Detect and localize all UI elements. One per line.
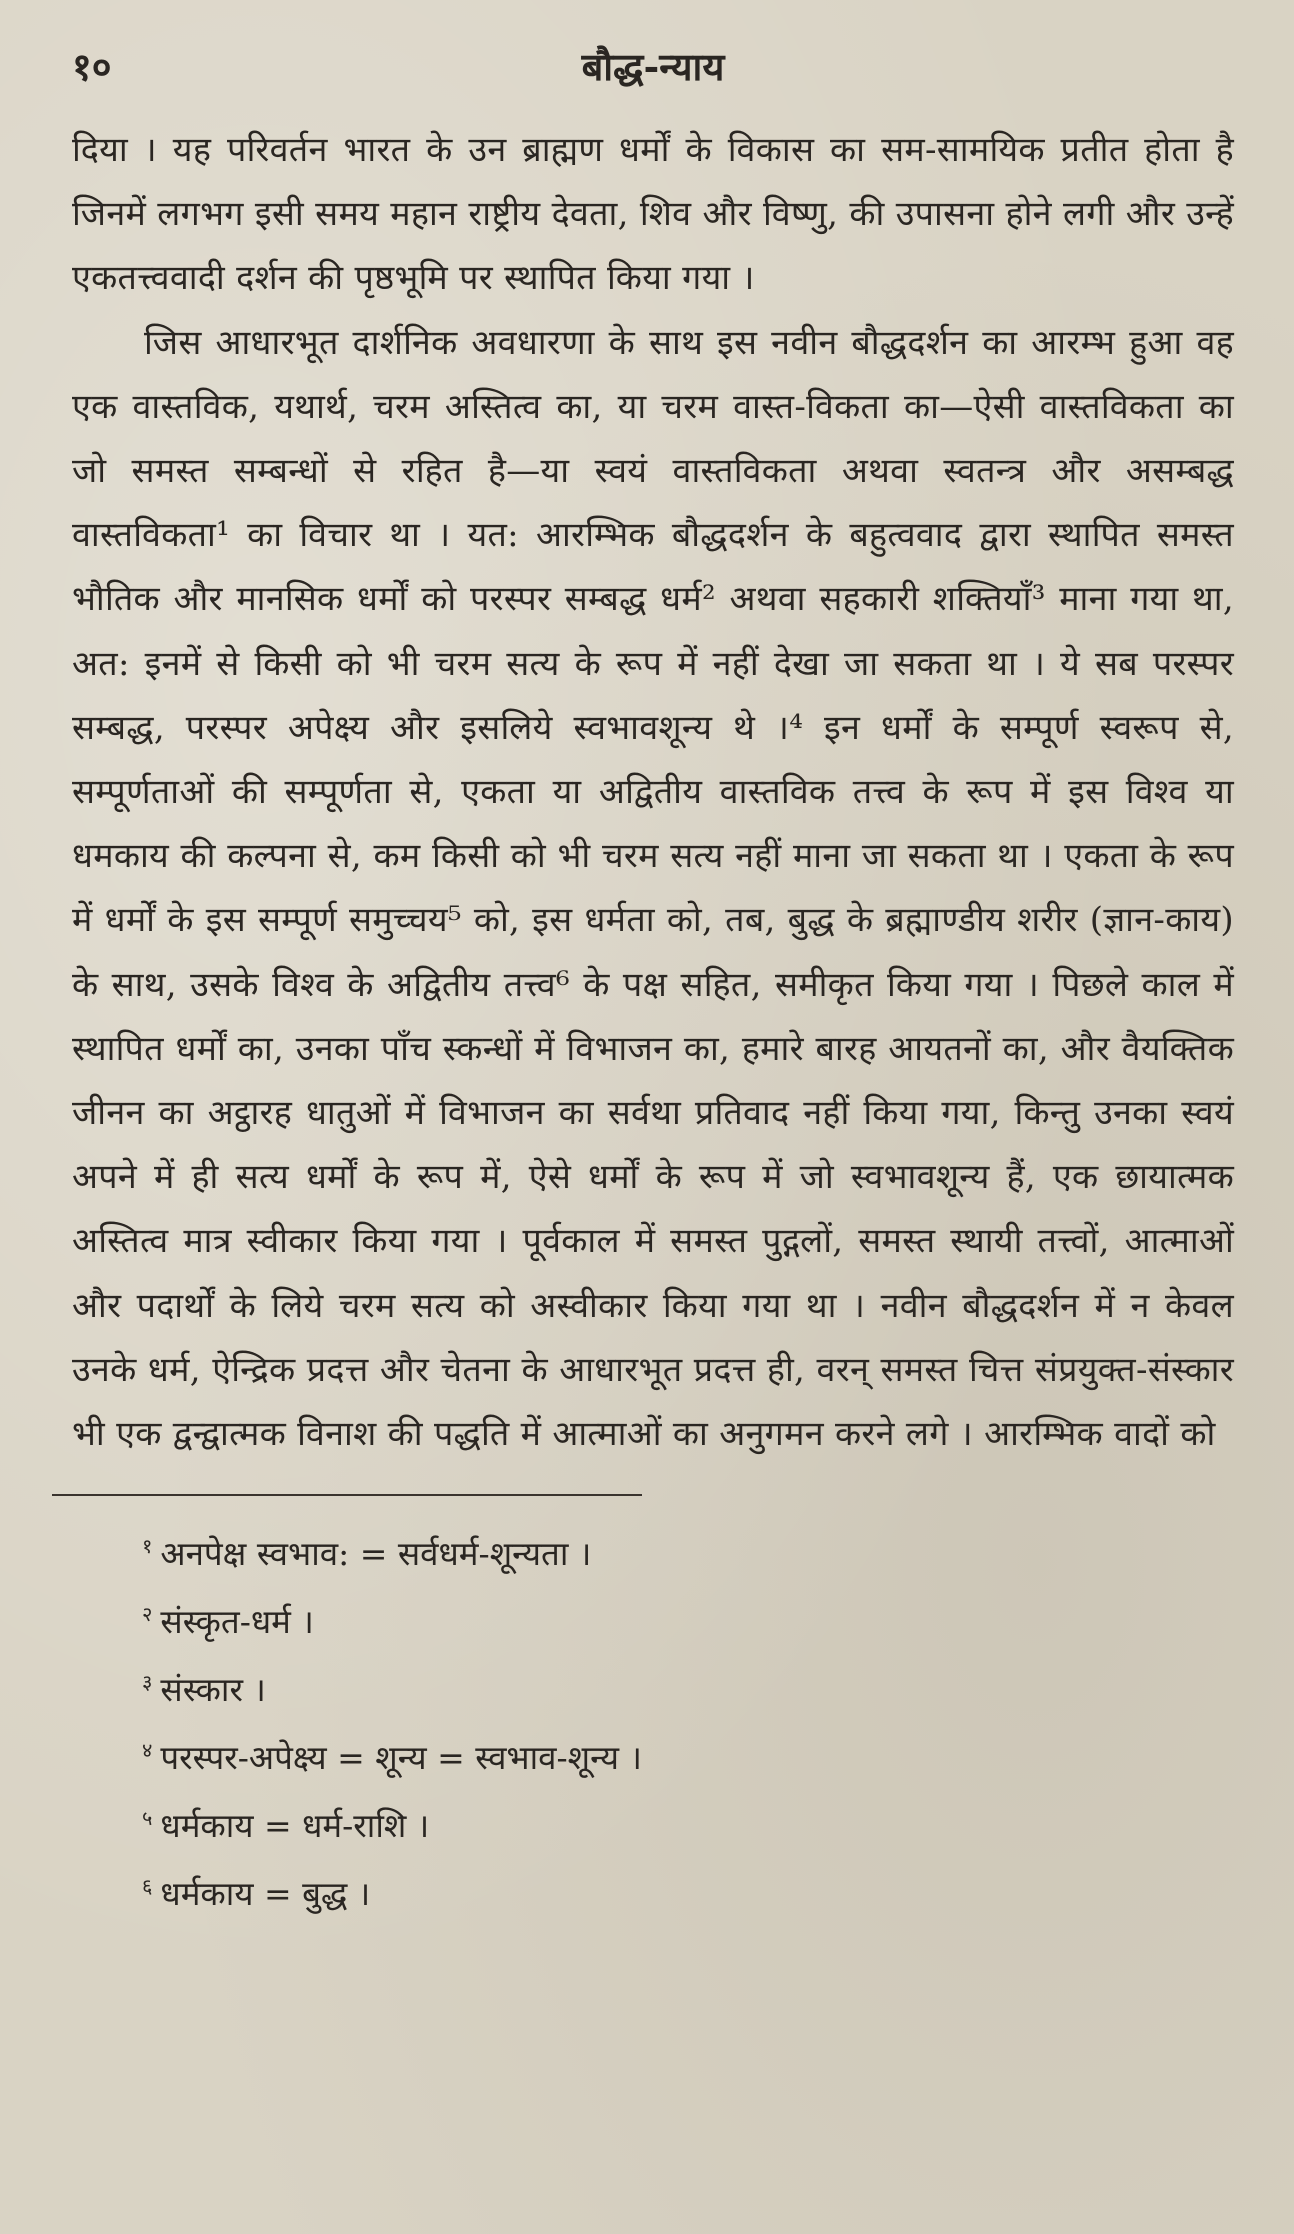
footnote-mark: ६ [142,1874,153,1899]
footnote-6 [142,1856,1234,1924]
footnote-2 [142,1584,1234,1652]
footnote-text: अनपेक्ष स्वभाव: = सर्वधर्म-शून्यता । [160,1534,592,1574]
paragraph-2: जिस आधारभूत दार्शनिक अवधारणा के साथ इस नवीन बौद्धदर्शन का आरम्भ हुआ वह एक वास्तविक, यथार्थ, चरम अस्तित्व का, या चरम वास्त-विकता का—ऐसी वास्तविकता का जो समस्त सम्बन्धों से रहित है—या स्वयं वास्तविकता अथवा स्वतन्त्र और असम्बद्ध वास्तविकता¹ का विचार था । यत: आरम्भिक बौद्धदर्शन के बहुत्ववाद द्वारा स्थापित समस्त भौतिक और मानसिक धर्मों को परस्पर सम्बद्ध धर्म² अथवा सहकारी शक्तियाँ³ माना गया था, अत: इनमें से किसी को भी चरम सत्य के रूप में नहीं देखा जा सकता था । ये सब परस्पर सम्बद्ध, परस्पर अपेक्ष्य और इसलिये स्वभावशून्य थे ।⁴ इन धर्मों के सम्पूर्ण स्वरूप से, सम्पूर्णताओं की सम्पूर्णता से, एकता या अद्वितीय वास्तविक तत्त्व के रूप में इस विश्व या धमकाय की कल्पना से, कम किसी को भी चरम सत्य नहीं माना जा सकता था । एकता के रूप में धर्मों के इस सम्पूर्ण समुच्चय⁵ को, इस धर्मता को, तब, बुद्ध के ब्रह्माण्डीय शरीर (ज्ञान-काय) के साथ, उसके विश्व के अद्वितीय तत्त्व⁶ के पक्ष सहित, समीकृत किया गया । पिछले काल में स्थापित धर्मों का, उनका पाँच स्कन्धों में विभाजन का, हमारे बारह आयतनों का, और वैयक्तिक जीनन का अट्ठारह धातुओं में विभाजन का सर्वथा प्रतिवाद नहीं किया गया, किन्तु उनका स्वयं अपने में ही सत्य धर्मों के रूप में, ऐसे धर्मों के रूप में जो स्वभावशून्य हैं, एक छायात्मक अस्तित्व मात्र स्वीकार किया गया । पूर्वकाल में समस्त पुद्गलों, समस्त स्थायी तत्त्वों, आत्माओं और पदार्थों के लिये चरम सत्य को अस्वीकार किया गया था । नवीन बौद्धदर्शन में न केवल उनके धर्म, ऐन्द्रिक प्रदत्त और चेतना के आधारभूत प्रदत्त ही, वरन् समस्त चित्त संप्रयुक्त-संस्कार भी एक द्वन्द्वात्मक विनाश की पद्धति में आत्माओं का अनुगमन करने लगे । आरम्भिक वादों को [72,322,1234,1455]
running-title: बौद्ध-न्याय [581,44,725,89]
footnote-text: धर्मकाय = बुद्ध । [160,1874,371,1914]
footnote-text: संस्कार । [160,1670,266,1710]
footnote-mark: १ [142,1534,153,1559]
footnote-text: परस्पर-अपेक्ष्य = शून्य = स्वभाव-शून्य । [160,1738,642,1778]
footnote-text: धर्मकाय = धर्म-राशि । [160,1806,430,1846]
footnote-text: संस्कृत-धर्म । [160,1602,314,1642]
footnote-divider [52,1494,642,1496]
footnotes [142,1516,1234,1924]
footnote-3 [142,1652,1234,1720]
footnote-4 [142,1720,1234,1788]
footnote-1 [142,1516,1234,1584]
paragraph-1: दिया । यह परिवर्तन भारत के उन ब्राह्मण धर्मों के विकास का सम-सामयिक प्रतीत होता है जिनमें लगभग इसी समय महान राष्ट्रीय देवता, शिव और विष्णु, की उपासना होने लगी और उन्हें एकतत्त्ववादी दर्शन की पृष्ठभूमि पर स्थापित किया गया । [72,130,1234,299]
footnote-mark: ४ [142,1738,153,1763]
body-text [72,118,1234,1466]
footnote-mark: ५ [142,1806,153,1831]
footnote-5 [142,1788,1234,1856]
footnote-mark: ३ [142,1670,153,1695]
page-header [72,40,1234,100]
footnote-mark: २ [142,1602,153,1627]
page-number: १० [72,44,112,89]
